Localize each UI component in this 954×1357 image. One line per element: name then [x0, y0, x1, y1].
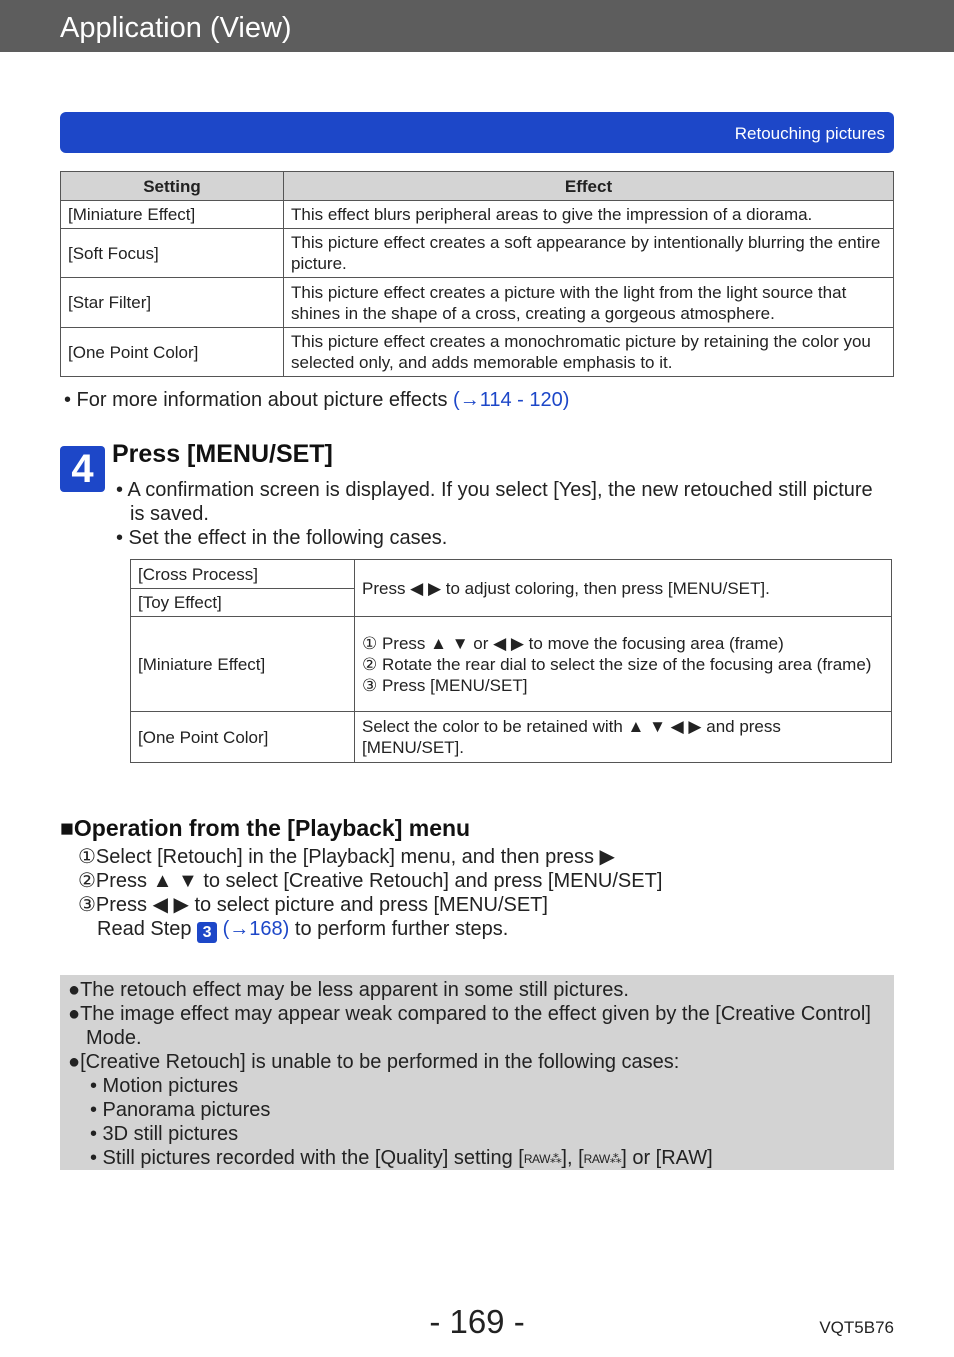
quality-text: • Still pictures recorded with the [Quality] setting [ [90, 1147, 524, 1169]
more-info-note [64, 389, 569, 412]
case-cell: [Toy Effect] [131, 589, 355, 617]
table-row [61, 278, 894, 328]
read-step-suffix: to perform further steps. [289, 918, 509, 940]
operation-steps [78, 845, 662, 943]
table-row [131, 560, 892, 589]
note-sub-item [68, 1146, 878, 1171]
page-number: - 169 - [429, 1303, 525, 1340]
effect-cell: This effect blurs peripheral areas to give the impression of a diorama. [284, 201, 894, 229]
step-3-icon: 3 [197, 922, 217, 943]
separator-text: ] or [ [621, 1147, 662, 1169]
read-step-line [78, 917, 662, 943]
section-label: Retouching pictures [734, 124, 885, 143]
note-item: ●[Creative Retouch] is unable to be performed in the following cases: [68, 1051, 680, 1073]
sub-step: ② Rotate the rear dial to select the size of the focusing area (frame) [362, 654, 872, 674]
raw-fine-icon: RAW⁂ [523, 1152, 562, 1166]
page-reference-link[interactable]: (→168) [222, 918, 290, 940]
section-bar [60, 112, 894, 153]
bullet-item: • A confirmation screen is displayed. If you select [Yes], the new retouched still picture is saved. [116, 479, 873, 525]
cases-table [130, 559, 892, 763]
separator-text: ] [707, 1147, 713, 1169]
note-item: ●The image effect may appear weak compared to the effect given by the [Creative Control] Mode. [68, 1003, 871, 1049]
sub-step: ① Press ▲ ▼ or ◀ ▶ to move the focusing area (frame) [362, 633, 784, 653]
sub-step: ③ Press [MENU/SET] [362, 675, 528, 695]
separator-text: ], [ [561, 1147, 584, 1169]
table-row [61, 229, 894, 278]
notes-box [60, 975, 894, 1170]
case-cell: [One Point Color] [131, 712, 355, 763]
case-cell: [Miniature Effect] [131, 617, 355, 712]
raw-icon: RAW [661, 1147, 708, 1169]
case-desc-cell [355, 617, 892, 712]
operation-step: ②Press ▲ ▼ to select [Creative Retouch] and press [MENU/SET] [78, 870, 663, 892]
table-row [61, 328, 894, 377]
page-reference-link[interactable]: (→114 - 120) [453, 389, 570, 411]
operation-step: ③Press ◀ ▶ to select picture and press [MENU/SET] [78, 894, 548, 916]
setting-cell: [Miniature Effect] [61, 201, 284, 229]
table-row [61, 201, 894, 229]
table-row [131, 617, 892, 712]
table-header-row [61, 172, 894, 201]
effect-cell: This picture effect creates a picture with the light from the light source that shines in the shape of a cross, creating a gorgeous atmosphere. [284, 278, 894, 328]
operation-step: ①Select [Retouch] in the [Playback] menu, and then press ▶ [78, 846, 615, 868]
page-header [0, 0, 954, 52]
page-title: Application (View) [60, 12, 292, 44]
effect-cell: This picture effect creates a soft appearance by intentionally blurring the entire picture. [284, 229, 894, 278]
bullet-item: • Set the effect in the following cases. [116, 527, 448, 549]
column-header-effect: Effect [284, 172, 894, 201]
column-header-setting: Setting [61, 172, 284, 201]
step-title: Press [MENU/SET] [112, 440, 333, 468]
note-sub-item: • Panorama pictures [90, 1099, 271, 1121]
note-sub-item: • 3D still pictures [90, 1123, 239, 1145]
more-info-text: • For more information about picture effects [64, 389, 454, 411]
setting-cell: [Star Filter] [61, 278, 284, 328]
step-bullets [116, 478, 876, 550]
raw-standard-icon: RAW⁂ [583, 1152, 622, 1166]
operation-heading: ■Operation from the [Playback] menu [60, 815, 471, 841]
step-number-badge: 4 [60, 446, 105, 492]
document-code: VQT5B76 [819, 1318, 894, 1337]
case-cell: [Cross Process] [131, 560, 355, 589]
setting-cell: [Soft Focus] [61, 229, 284, 278]
setting-cell: [One Point Color] [61, 328, 284, 377]
read-step-prefix: Read Step [97, 918, 198, 940]
table-row [131, 712, 892, 763]
effect-cell: This picture effect creates a monochromatic picture by retaining the color you selected only, and adds memorable emphasis to it. [284, 328, 894, 377]
case-desc-cell: Select the color to be retained with ▲ ▼ ◀ ▶ and press [MENU/SET]. [355, 712, 892, 763]
case-desc-cell: Press ◀ ▶ to adjust coloring, then press [MENU/SET]. [355, 560, 892, 617]
effects-table [60, 171, 894, 377]
note-sub-item: • Motion pictures [90, 1075, 239, 1097]
note-item: ●The retouch effect may be less apparent in some still pictures. [68, 979, 629, 1001]
